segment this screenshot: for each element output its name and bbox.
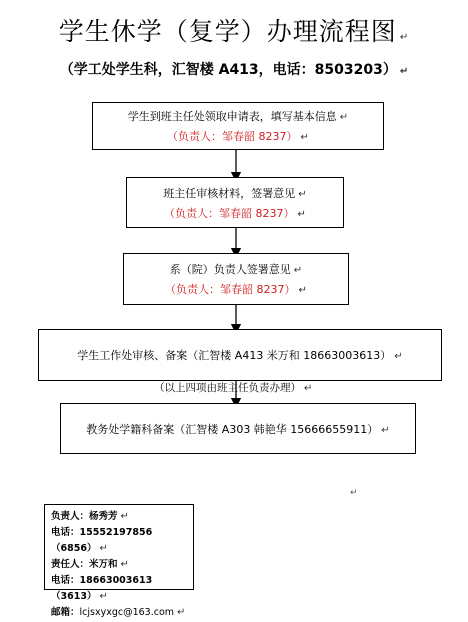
step-4-text: 学生工作处审核、备案（汇智楼 A413 米万和 18663003613） (77, 349, 392, 362)
step-3-return-mark: ↵ (293, 265, 303, 276)
stray-return-mark: ↵ (350, 488, 358, 498)
step-2-contact: （负责人：邹春韶 8237） (164, 206, 295, 220)
step-1-return-mark: ↵ (339, 112, 349, 123)
contact-row (51, 557, 187, 573)
step-4-text-line (77, 347, 402, 363)
step-2-text: 班主任审核材料，签署意见 (163, 186, 296, 200)
step-1-text: 学生到班主任处领取申请表，填写基本信息 (127, 110, 337, 123)
flow-note (154, 380, 312, 395)
contact-return-mark: ↵ (177, 607, 186, 618)
subtitle-return-mark: ↵ (399, 66, 409, 77)
step-2-contact-return-mark: ↵ (297, 208, 306, 220)
subtitle-text: （学工处学生科，汇智楼 A413，电话：8503203） (59, 62, 397, 78)
contact-row (51, 525, 187, 557)
step-3-text: 系（院）负责人签署意见 (169, 263, 291, 276)
contact-return-mark: ↵ (99, 591, 108, 602)
step-2-text-line (163, 185, 306, 201)
flow-note-return-mark: ↵ (304, 383, 313, 394)
contact-card (44, 504, 194, 618)
flow-step-5 (60, 403, 416, 454)
contact-value: lcjsxyxgc@163.com (79, 607, 175, 618)
step-5-return-mark: ↵ (381, 424, 390, 436)
contact-label: 负责人： (51, 511, 90, 522)
contact-row (51, 573, 187, 605)
title-text: 学生休学（复学）办理流程图 (58, 17, 397, 46)
contact-return-mark: ↵ (99, 543, 108, 554)
step-5-text-line (86, 421, 389, 437)
flow-note-text: （以上四项由班主任负责办理） (154, 382, 301, 394)
contact-label: 电话： (51, 575, 80, 586)
flow-step-3 (123, 253, 349, 305)
contact-label: 责任人： (51, 559, 90, 570)
step-1-contact: （负责人：邹春韶 8237） (167, 130, 298, 143)
contact-row (51, 605, 187, 621)
flow-step-2 (126, 177, 344, 228)
step-3-contact: （负责人：邹春韶 8237） (165, 283, 296, 296)
step-1-text-line (128, 108, 348, 124)
contact-value: 米万和 (89, 559, 118, 570)
step-3-contact-line (165, 281, 307, 297)
step-3-contact-return-mark: ↵ (298, 285, 307, 296)
contact-label: 邮箱： (51, 607, 80, 618)
contact-value: 18663003613（3613） (51, 575, 153, 602)
step-2-return-mark: ↵ (298, 188, 307, 200)
step-3-text-line (170, 261, 302, 277)
step-4-return-mark: ↵ (394, 351, 403, 362)
contact-value: 15552197856（6856） (51, 527, 153, 554)
flow-step-1 (92, 102, 384, 150)
contact-return-mark: ↵ (120, 511, 129, 522)
step-2-contact-line (164, 205, 306, 221)
contact-label: 电话： (51, 527, 80, 538)
step-1-contact-line (167, 128, 309, 144)
step-1-contact-return-mark: ↵ (300, 132, 309, 143)
contact-value: 杨秀芳 (89, 511, 118, 522)
step-5-text: 教务处学籍科备案（汇智楼 A303 韩艳华 15666655911） (86, 422, 379, 436)
title-return-mark: ↵ (399, 32, 410, 43)
contact-return-mark: ↵ (120, 559, 129, 570)
flow-step-4 (38, 329, 442, 381)
contact-row (51, 509, 187, 525)
